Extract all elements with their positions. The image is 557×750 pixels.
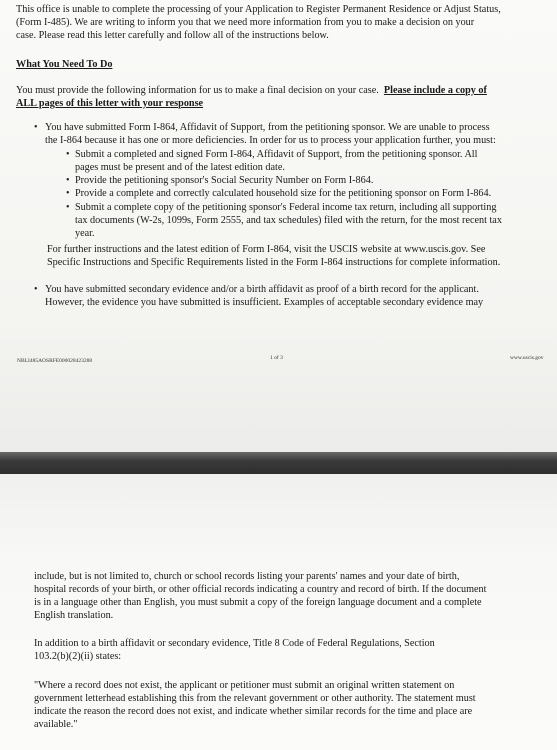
intro-paragraph <box>16 3 501 42</box>
regulation-paragraph <box>34 637 435 663</box>
secondary-evidence-paragraph <box>45 283 483 309</box>
include-copy-notice: Please include a copy of <box>383 85 487 96</box>
secondary-evidence-continued <box>34 570 486 622</box>
text-line <box>16 84 487 97</box>
text-line: You have submitted Form I-864, Affidavit of Support, from the petitioning sponsor. We are unable to process <box>45 122 490 133</box>
bullet-icon: • <box>66 188 70 199</box>
i864-paragraph <box>45 121 496 147</box>
bullet-icon: • <box>66 149 70 160</box>
text-line: the I-864 because it has one or more deficiencies. In order for us to process your application further, you must: <box>45 135 496 146</box>
text-line: (Form I-485). We are writing to inform you that we need more information from you to make a decision on your <box>16 17 475 28</box>
bullet-icon: • <box>34 122 38 133</box>
sub-item <box>75 174 373 187</box>
text-line: Submit a completed and signed Form I-864, Affidavit of Support, from the petitioning sponsor. All <box>75 149 478 160</box>
provide-paragraph <box>16 84 487 110</box>
text-line: is in a language other than English, you must submit a copy of the foreign language document and a complete <box>34 597 482 608</box>
text-line: "Where a record does not exist, the applicant or petitioner must submit an original written statement on <box>34 680 455 691</box>
page-number: 1 of 3 <box>270 355 283 361</box>
sub-item <box>75 148 477 174</box>
text-line: hospital records of your birth, or other official records indicating a country and record of birth. If the document <box>34 584 487 595</box>
text-line: pages must be present and of the latest edition date. <box>75 162 285 173</box>
text-line: Submit a complete copy of the petitioning sponsor's Federal income tax return, including all supporting <box>75 202 497 213</box>
text-line: include, but is not limited to, church or school records listing your parents' names and your date of birth, <box>34 571 460 582</box>
text-line: This office is unable to complete the processing of your Application to Register Permanent Residence or Adjust Status, <box>16 4 501 15</box>
section-heading: What You Need To Do <box>16 59 113 70</box>
bullet-icon: • <box>66 202 70 213</box>
text-line: tax documents (W-2s, 1099s, Form 2555, and tax schedules) filed with the return, for the most recent tax <box>75 215 502 226</box>
text-line: English translation. <box>34 610 114 621</box>
bullet-icon: • <box>66 175 70 186</box>
document-barcode-id: NBLI485AOSRFE000028423288 <box>17 358 93 364</box>
text-line: For further instructions and the latest edition of Form I-864, visit the USCIS website at www.uscis.gov. See <box>47 244 486 255</box>
text-line: case. Please read this letter carefully and follow all of the instructions below. <box>16 30 329 41</box>
text-line: 103.2(b)(2)(ii) states: <box>34 651 122 662</box>
text-line: Specific Instructions and Specific Requirements listed in the Form I-864 instructions for complete information. <box>47 257 501 268</box>
provide-text: You must provide the following information for us to make a final decision on your case. <box>16 85 379 96</box>
text-line: available." <box>34 719 78 730</box>
include-copy-notice-cont: ALL pages of this letter with your response <box>16 98 204 109</box>
text-line: However, the evidence you have submitted is insufficient. Examples of acceptable secondary evidence may <box>45 297 484 308</box>
text-line: In addition to a birth affidavit or secondary evidence, Title 8 Code of Federal Regulations, Section <box>34 638 435 649</box>
text-line: You have submitted secondary evidence and/or a birth affidavit as proof of a birth record for the applicant. <box>45 284 479 295</box>
sub-item <box>75 201 502 240</box>
letter-page-2 <box>0 474 557 750</box>
text-line: Provide a complete and correctly calculated household size for the petitioning sponsor on Form I-864. <box>75 188 492 199</box>
text-line: government letterhead establishing this from the relevant government or other authority. The statement must <box>34 693 476 704</box>
regulation-quote <box>34 679 476 731</box>
footer-website: www.uscis.gov <box>510 355 544 361</box>
sub-item <box>75 187 491 200</box>
further-instructions <box>47 243 500 269</box>
bullet-icon: • <box>34 284 38 295</box>
text-line: Provide the petitioning sponsor's Social Security Number on Form I-864. <box>75 175 374 186</box>
page-divider <box>0 452 557 474</box>
text-line: year. <box>75 228 95 239</box>
text-line: indicate the reason the record does not exist, and indicate whether similar records for the time and place are <box>34 706 473 717</box>
